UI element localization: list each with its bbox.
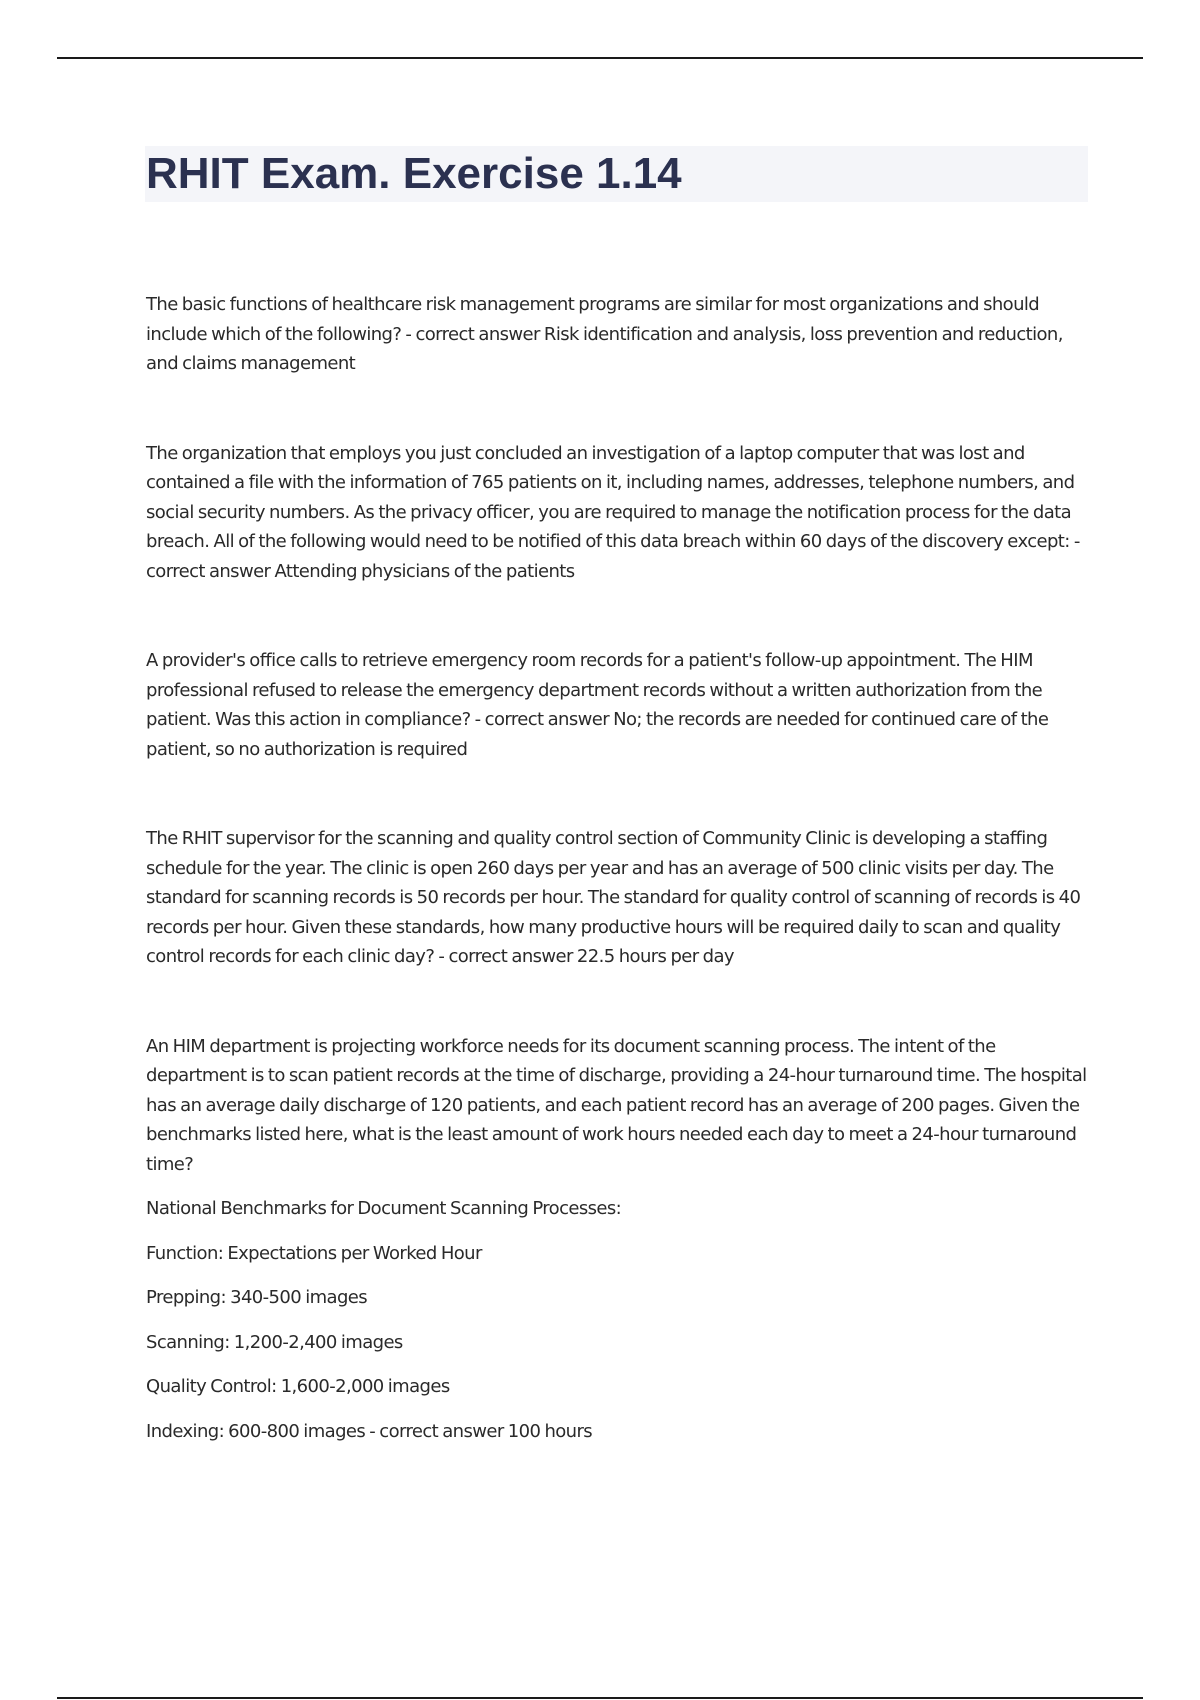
question-answer-2: The organization that employs you just concluded an investigation of a laptop computer that was lost and contained a file with the information of 765 patients on it, including names, addresses, telephone numbers, and social security numbers. As the privacy officer, you are required to manage the notification process for the data breach. All of the following would need to be notified of this data breach within 60 days of the discovery except: - correct answer Attending physicians of the patients [146,442,1080,582]
header-rule [57,57,1143,59]
question-answer-5: An HIM department is projecting workforce needs for its document scanning process. The intent of the department is to scan patient records at the time of discharge, providing a 24-hour turnaround time. The hospital has an average daily discharge of 120 patients, and each patient record has an average of 200 pages. Given the benchmarks listed here, what is the least amount of work hours needed each day to meet a 24-hour turnaround time? [146,1035,1087,1175]
benchmark-quality-control: Quality Control: 1,600-2,000 images [146,1376,450,1397]
benchmarks-heading: National Benchmarks for Document Scanning Processes: [146,1198,622,1219]
footer-rule [57,1697,1143,1699]
page-title: RHIT Exam. Exercise 1.14 [146,149,682,198]
benchmark-prepping: Prepping: 340-500 images [146,1287,368,1308]
benchmarks-subheading: Function: Expectations per Worked Hour [146,1242,482,1264]
question-answer-3: A provider's office calls to retrieve emergency room records for a patient's follow-up appointment. The HIM professional refused to release the emergency department records without a written authorization from the patient. Was this action in compliance? - correct answer No; the records are needed for continued care of the patient, so no authorization is required [146,650,1049,760]
question-answer-4: The RHIT supervisor for the scanning and quality control section of Community Clinic is developing a staffing schedule for the year. The clinic is open 260 days per year and has an average of 500 clinic visits per day. The standard for scanning records is 50 records per hour. The standard for quality control of scanning of records is 40 records per hour. Given these standards, how many productive hours will be required daily to scan and quality control records for each clinic day? - correct answer 22.5 hours per day [146,828,1081,967]
benchmark-scanning: Scanning: 1,200-2,400 images [146,1331,403,1353]
benchmark-indexing: Indexing: 600-800 images - correct answer 100 hours [146,1420,593,1442]
benchmarks-list [146,1194,1096,1446]
document-body [146,290,1096,1446]
question-answer-1: The basic functions of healthcare risk management programs are similar for most organizations and should include which of the following? - correct answer Risk identification and analysis, loss prevention and reduction, and claims management [146,294,1063,374]
